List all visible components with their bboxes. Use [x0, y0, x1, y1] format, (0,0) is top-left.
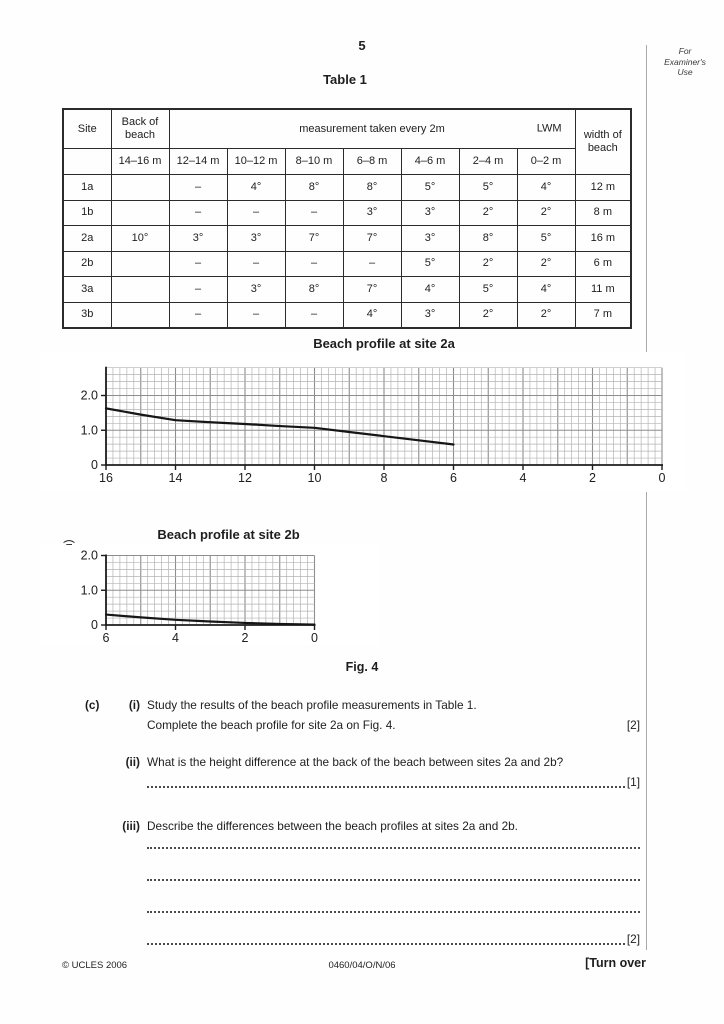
width-cell: 7 m	[575, 302, 631, 328]
angle-cell: 3°	[227, 226, 285, 252]
col-header-measurement	[169, 109, 575, 149]
grid	[106, 368, 662, 465]
angle-cell: 2°	[517, 302, 575, 328]
examiner-note-line: Use	[677, 67, 693, 77]
svg-text:12: 12	[238, 471, 252, 485]
svg-text:6: 6	[450, 471, 457, 485]
angle-cell: –	[285, 251, 343, 277]
question-c-i-label: (i)	[128, 698, 140, 712]
angle-cell: 8°	[343, 175, 401, 201]
angle-cell: –	[169, 277, 227, 303]
angle-cell: 2°	[517, 251, 575, 277]
page-number: 5	[358, 38, 366, 53]
answer-line	[147, 835, 640, 849]
figure-caption: Fig. 4	[345, 660, 379, 674]
svg-text:8: 8	[380, 471, 388, 485]
width-cell: 6 m	[575, 251, 631, 277]
svg-text:16: 16	[99, 471, 113, 485]
table-row	[63, 277, 631, 303]
angle-cell: 8°	[285, 277, 343, 303]
angle-cell: –	[285, 200, 343, 226]
svg-text:1.0: 1.0	[80, 423, 98, 438]
svg-text:1.0: 1.0	[80, 583, 98, 598]
col-header-site: Site	[63, 109, 111, 149]
angle-cell: 5°	[401, 175, 459, 201]
site-cell: 3b	[63, 302, 111, 328]
svg-text:2: 2	[241, 631, 249, 645]
range-header-cell: 4–6 m	[401, 149, 459, 175]
svg-text:6: 6	[102, 631, 110, 645]
range-header-cell: 14–16 m	[111, 149, 169, 175]
angle-cell: 3°	[401, 302, 459, 328]
angle-cell	[111, 302, 169, 328]
chart-2a-title: Beach profile at site 2a	[313, 336, 455, 351]
grid	[106, 556, 315, 626]
svg-text:10: 10	[307, 471, 322, 485]
question-c-label: (c)	[85, 698, 100, 712]
angle-cell	[111, 200, 169, 226]
range-header-cell: 10–12 m	[227, 149, 285, 175]
answer-line	[147, 774, 640, 788]
width-cell: 11 m	[575, 277, 631, 303]
angle-cell: 7°	[343, 226, 401, 252]
angle-cell: 7°	[285, 226, 343, 252]
table-row	[63, 251, 631, 277]
angle-cell: 2°	[459, 200, 517, 226]
svg-text:4: 4	[172, 631, 179, 645]
range-header-cell: 0–2 m	[517, 149, 575, 175]
site-cell: 1b	[63, 200, 111, 226]
svg-text:2.0: 2.0	[80, 548, 98, 563]
angle-cell: 2°	[459, 251, 517, 277]
svg-text:14: 14	[168, 471, 183, 485]
paper-code: 0460/04/O/N/06	[328, 960, 396, 971]
table-row	[63, 302, 631, 328]
width-cell: 8 m	[575, 200, 631, 226]
angle-cell: 5°	[459, 277, 517, 303]
site-cell: 2b	[63, 251, 111, 277]
angle-cell	[111, 175, 169, 201]
angle-cell: 3°	[169, 226, 227, 252]
empty-header-cell	[63, 149, 111, 175]
svg-text:4: 4	[519, 471, 527, 485]
table-row	[63, 200, 631, 226]
angle-cell: 5°	[517, 226, 575, 252]
site-cell: 2a	[63, 226, 111, 252]
examiner-column-divider	[646, 45, 647, 950]
angle-cell: 5°	[401, 251, 459, 277]
angle-cell: –	[169, 251, 227, 277]
turn-over-label: [Turn over	[585, 956, 646, 970]
angle-cell: 2°	[517, 200, 575, 226]
angle-cell: 3°	[343, 200, 401, 226]
axes	[101, 555, 316, 631]
range-header-cell: 12–14 m	[169, 149, 227, 175]
angle-cell: 4°	[227, 175, 285, 201]
angle-cell: –	[285, 302, 343, 328]
question-c-ii-marks: [1]	[626, 775, 640, 789]
beach-profile-2b-chart	[40, 545, 380, 645]
angle-cell: 4°	[401, 277, 459, 303]
angle-cell: –	[227, 302, 285, 328]
range-header-cell: 6–8 m	[343, 149, 401, 175]
tick-labels	[81, 549, 318, 646]
examiner-note-line: For	[678, 46, 692, 56]
lwm-label: LWM	[536, 122, 562, 135]
svg-text:2.0: 2.0	[80, 388, 98, 403]
angle-cell: 2°	[459, 302, 517, 328]
answer-line	[147, 899, 640, 913]
table-title: Table 1	[323, 72, 367, 87]
question-c-iii-text: Describe the differences between the beach profiles at sites 2a and 2b.	[147, 819, 518, 833]
col-header-back-of-beach: Back of beach	[111, 109, 169, 149]
angle-cell: –	[343, 251, 401, 277]
dotted-answer-rule	[147, 929, 625, 945]
angle-cell: 4°	[343, 302, 401, 328]
angle-cell: 3°	[401, 226, 459, 252]
range-header-cell: 8–10 m	[285, 149, 343, 175]
question-c-iii-label: (iii)	[122, 819, 140, 833]
angle-cell: –	[227, 200, 285, 226]
angle-cell: 5°	[459, 175, 517, 201]
examiner-use-note	[648, 46, 722, 78]
chart-2a-y-axis-label: Height of beach (m)	[61, 363, 75, 469]
svg-text:0: 0	[91, 458, 98, 472]
dotted-answer-rule	[147, 833, 640, 849]
width-cell: 16 m	[575, 226, 631, 252]
angle-cell	[111, 251, 169, 277]
chart-2b-title: Beach profile at site 2b	[157, 527, 300, 542]
width-cell: 12 m	[575, 175, 631, 201]
answer-lines-block	[147, 835, 640, 963]
question-c-i-text-line2: Complete the beach profile for site 2a on Fig. 4.	[147, 718, 396, 732]
angle-cell: 8°	[285, 175, 343, 201]
angle-cell: 4°	[517, 175, 575, 201]
angle-cell: 3°	[227, 277, 285, 303]
site-cell: 1a	[63, 175, 111, 201]
dotted-answer-rule	[147, 897, 640, 913]
angle-cell: –	[169, 175, 227, 201]
angle-cell: 10°	[111, 226, 169, 252]
angle-cell: 4°	[517, 277, 575, 303]
svg-text:0: 0	[311, 631, 318, 645]
angle-cell: –	[227, 251, 285, 277]
dotted-answer-rule	[147, 865, 640, 881]
svg-text:0: 0	[658, 471, 666, 485]
table-header-row-1	[63, 109, 631, 149]
chart-2b-y-axis-label: Height of beach (m)	[61, 539, 75, 645]
dotted-answer-rule	[147, 772, 625, 788]
site-cell: 3a	[63, 277, 111, 303]
table-header-row-2	[63, 149, 631, 175]
question-c-ii-label: (ii)	[125, 755, 140, 769]
examiner-note-line: Examiner's	[664, 56, 706, 67]
measurement-label: measurement taken every 2m	[299, 122, 445, 135]
answer-line	[147, 867, 640, 881]
angle-cell: 8°	[459, 226, 517, 252]
angle-cell: 7°	[343, 277, 401, 303]
question-c-i-text-line1: Study the results of the beach profile measurements in Table 1.	[147, 698, 477, 712]
angle-cell: –	[169, 302, 227, 328]
copyright-notice: © UCLES 2006	[62, 960, 128, 971]
question-c-ii-text: What is the height difference at the back of the beach between sites 2a and 2b?	[147, 755, 564, 769]
table-row	[63, 175, 631, 201]
svg-text:2: 2	[589, 471, 596, 485]
angle-cell: –	[169, 200, 227, 226]
answer-line	[147, 931, 640, 945]
question-c-iii-marks: [2]	[626, 932, 640, 946]
table-row	[63, 226, 631, 252]
beach-measurements-table	[62, 108, 632, 329]
range-header-cell: 2–4 m	[459, 149, 517, 175]
beach-profile-2a-chart	[40, 352, 685, 492]
svg-text:0: 0	[91, 618, 98, 632]
angle-cell	[111, 277, 169, 303]
angle-cell: 3°	[401, 200, 459, 226]
question-c-i-marks: [2]	[626, 718, 640, 732]
col-header-width-of-beach: width of beach	[575, 109, 631, 175]
